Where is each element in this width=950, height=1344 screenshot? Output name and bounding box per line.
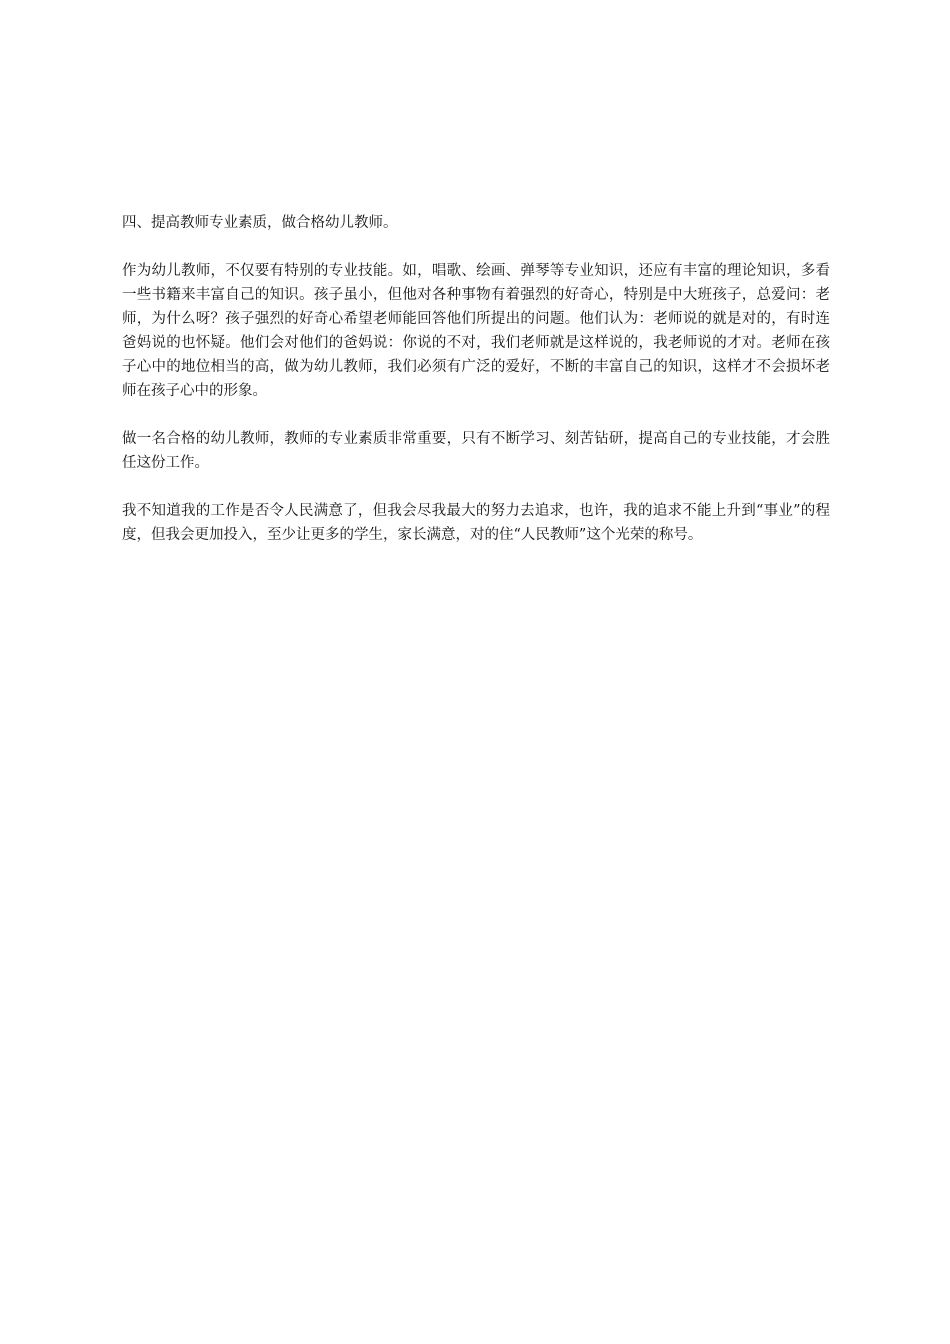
paragraph-commitment: 我不知道我的工作是否令人民满意了，但我会尽我最大的努力去追求，也许，我的追求不能上升到“事业”的程度，但我会更加投入，至少让更多的学生，家长满意，对的住“人民教师”这个光荣的称号。 bbox=[122, 503, 830, 543]
paragraph-professional-skills: 作为幼儿教师，不仅要有特别的专业技能。如，唱歌、绘画、弹琴等专业知识，还应有丰富的理论知识，多看一些书籍来丰富自己的知识。孩子虽小，但他对各种事物有着强烈的好奇心，特别是中大班孩子，总爱问：老师，为什么呀？孩子强烈的好奇心希望老师能回答他们所提出的问题。他们认为：老师说的就是对的，有时连爸妈说的也怀疑。他们会对他们的爸妈说：你说的不对，我们老师就是这样说的，我老师说的才对。老师在孩子心中的地位相当的高，做为幼儿教师，我们必须有广泛的爱好，不断的丰富自己的知识，这样才不会损坏老师在孩子心中的形象。 bbox=[122, 263, 830, 399]
paragraph-professional-quality: 做一名合格的幼儿教师，教师的专业素质非常重要，只有不断学习、刻苦钻研，提高自己的专业技能，才会胜任这份工作。 bbox=[122, 431, 830, 471]
section-heading: 四、提高教师专业素质，做合格幼儿教师。 bbox=[122, 215, 398, 231]
document-body bbox=[122, 211, 830, 571]
